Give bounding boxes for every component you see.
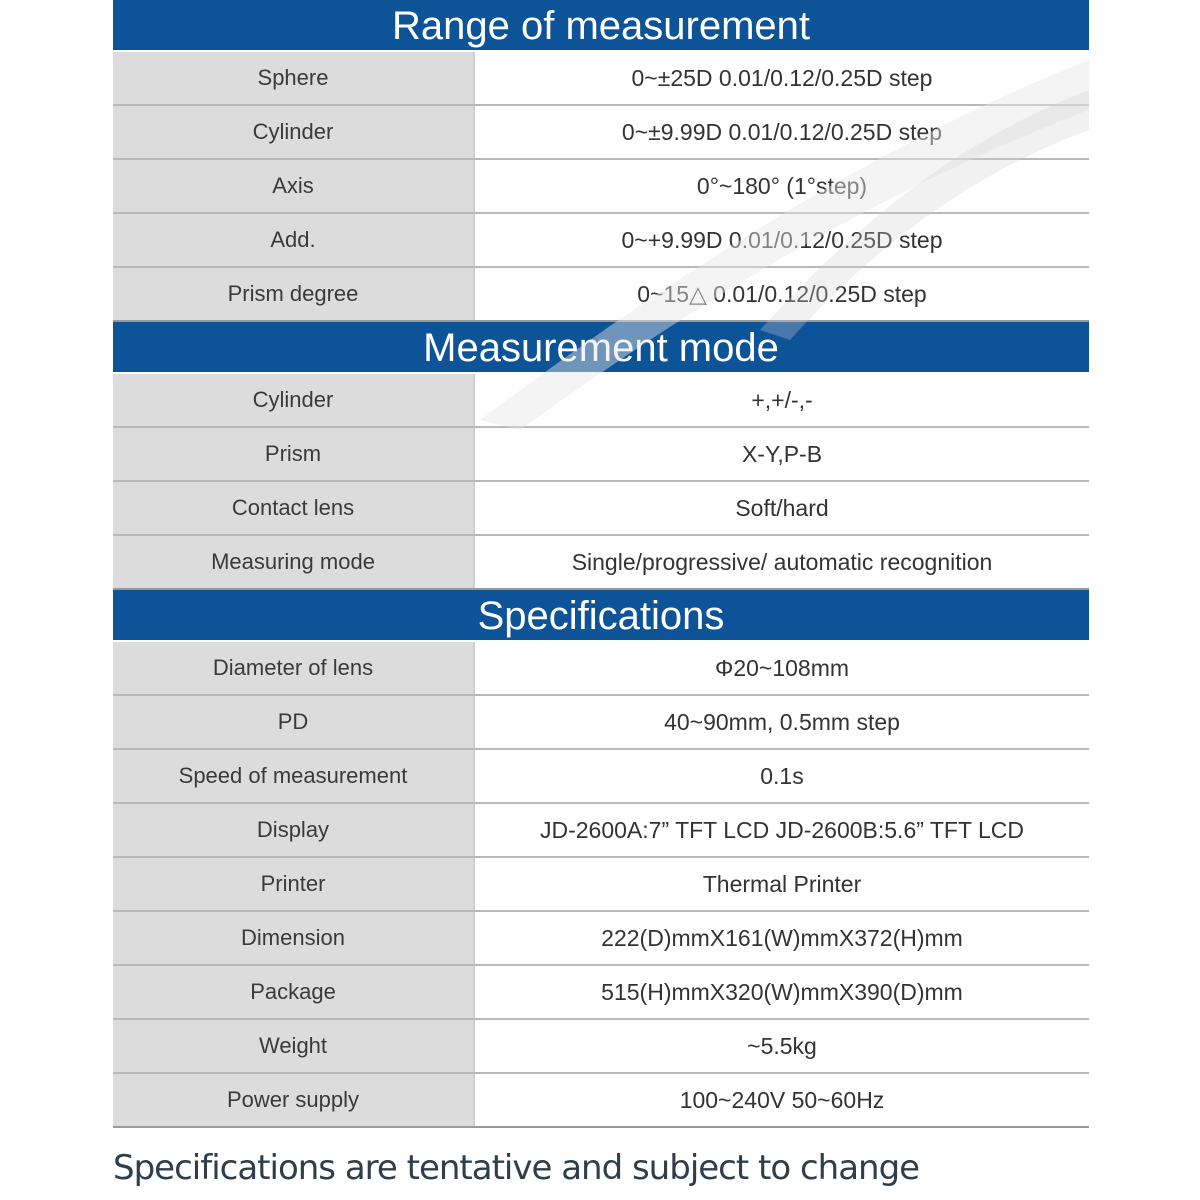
row-value: +,+/-,- bbox=[475, 374, 1089, 426]
table-row bbox=[113, 858, 1089, 912]
table-row bbox=[113, 1020, 1089, 1074]
row-value: Single/progressive/ automatic recognition bbox=[475, 536, 1089, 588]
row-label: Axis bbox=[113, 160, 475, 212]
row-label: Cylinder bbox=[113, 106, 475, 158]
section-specifications bbox=[113, 590, 1089, 1128]
table-row bbox=[113, 52, 1089, 106]
table-row bbox=[113, 642, 1089, 696]
section-title: Measurement mode bbox=[113, 322, 1089, 374]
table-row bbox=[113, 966, 1089, 1020]
row-value: 0°~180° (1°step) bbox=[475, 160, 1089, 212]
table-row bbox=[113, 268, 1089, 322]
table-row bbox=[113, 912, 1089, 966]
row-label: Add. bbox=[113, 214, 475, 266]
row-value: 0~±25D 0.01/0.12/0.25D step bbox=[475, 52, 1089, 104]
row-value: Thermal Printer bbox=[475, 858, 1089, 910]
footnote: Specifications are tentative and subject to change bbox=[113, 1148, 920, 1188]
table-row bbox=[113, 536, 1089, 590]
row-label: Speed of measurement bbox=[113, 750, 475, 802]
section-range-of-measurement bbox=[113, 0, 1089, 322]
row-label: Display bbox=[113, 804, 475, 856]
table-row bbox=[113, 374, 1089, 428]
section-measurement-mode bbox=[113, 322, 1089, 590]
table-row bbox=[113, 750, 1089, 804]
table-row bbox=[113, 160, 1089, 214]
row-value: 100~240V 50~60Hz bbox=[475, 1074, 1089, 1126]
row-value: 40~90mm, 0.5mm step bbox=[475, 696, 1089, 748]
table-row bbox=[113, 804, 1089, 858]
row-value: 0~+9.99D 0.01/0.12/0.25D step bbox=[475, 214, 1089, 266]
row-label: Diameter of lens bbox=[113, 642, 475, 694]
row-value: 0~15△ 0.01/0.12/0.25D step bbox=[475, 268, 1089, 320]
section-title: Range of measurement bbox=[113, 0, 1089, 52]
row-label: Printer bbox=[113, 858, 475, 910]
row-label: Measuring mode bbox=[113, 536, 475, 588]
spec-sheet bbox=[113, 0, 1089, 1128]
table-row bbox=[113, 482, 1089, 536]
row-label: Weight bbox=[113, 1020, 475, 1072]
row-label: Sphere bbox=[113, 52, 475, 104]
row-value: 515(H)mmX320(W)mmX390(D)mm bbox=[475, 966, 1089, 1018]
row-label: Contact lens bbox=[113, 482, 475, 534]
row-value: 0~±9.99D 0.01/0.12/0.25D step bbox=[475, 106, 1089, 158]
row-label: Power supply bbox=[113, 1074, 475, 1126]
row-value: JD-2600A:7” TFT LCD JD-2600B:5.6” TFT LCD bbox=[475, 804, 1089, 856]
row-value: Soft/hard bbox=[475, 482, 1089, 534]
table-row bbox=[113, 428, 1089, 482]
row-label: Cylinder bbox=[113, 374, 475, 426]
row-label: Package bbox=[113, 966, 475, 1018]
row-value: ~5.5kg bbox=[475, 1020, 1089, 1072]
row-value: 0.1s bbox=[475, 750, 1089, 802]
row-label: Prism bbox=[113, 428, 475, 480]
row-label: Prism degree bbox=[113, 268, 475, 320]
table-row bbox=[113, 106, 1089, 160]
table-row bbox=[113, 214, 1089, 268]
row-value: 222(D)mmX161(W)mmX372(H)mm bbox=[475, 912, 1089, 964]
table-row bbox=[113, 1074, 1089, 1128]
section-title: Specifications bbox=[113, 590, 1089, 642]
row-label: PD bbox=[113, 696, 475, 748]
table-row bbox=[113, 696, 1089, 750]
row-value: X-Y,P-B bbox=[475, 428, 1089, 480]
row-value: Φ20~108mm bbox=[475, 642, 1089, 694]
row-label: Dimension bbox=[113, 912, 475, 964]
